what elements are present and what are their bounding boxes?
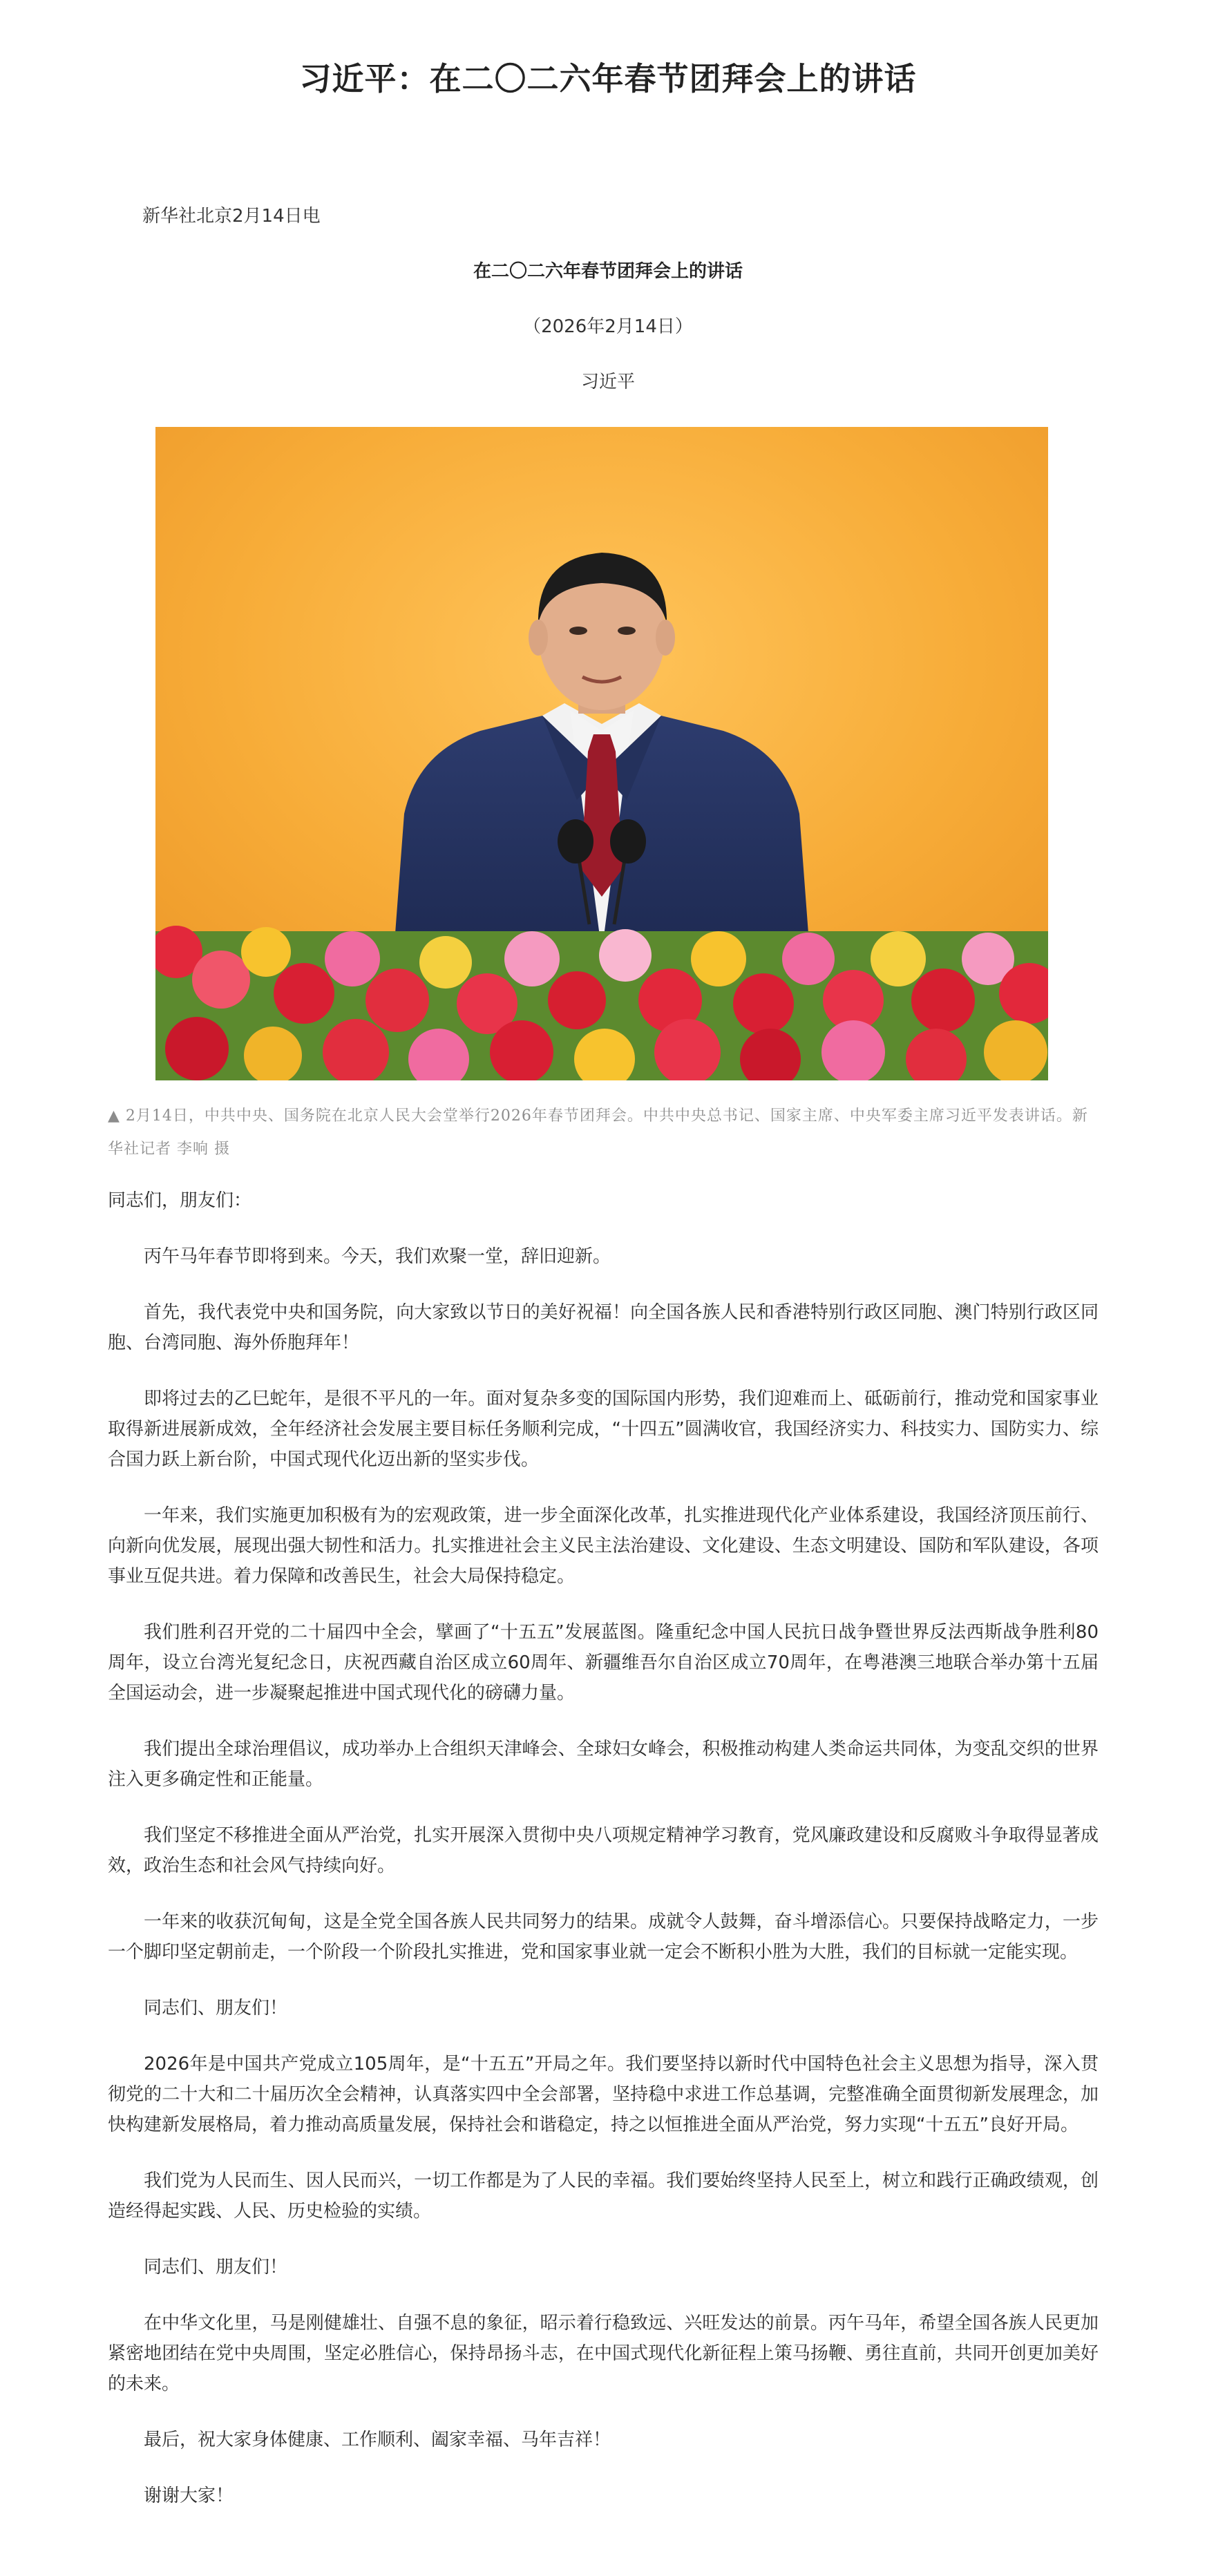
paragraph: 我们党为人民而生、因人民而兴，一切工作都是为了人民的幸福。我们要始终坚持人民至上，树立和践行正确政绩观，创造经得起实践、人民、历史检验的实绩。 [108, 2170, 1099, 2222]
news-photo [155, 427, 1048, 1080]
speaker-name: 习近平 [580, 372, 635, 392]
article-body [108, 1185, 1099, 2537]
speech-date: （2026年2月14日） [523, 316, 693, 337]
dateline: 新华社北京2月14日电 [142, 206, 321, 227]
page-title: 习近平：在二〇二六年春节团拜会上的讲话 [299, 60, 917, 97]
paragraph: 在中华文化里，马是刚健雄壮、自强不息的象征，昭示着行稳致远、兴旺发达的前景。丙午马年，希望全国各族人民更加紧密地团结在党中央周围，坚定必胜信心，保持昂扬斗志，在中国式现代化新征程上策马扬鞭、勇往直前，共同开创更加美好的未来。 [108, 2313, 1099, 2394]
speech-title: 在二〇二六年春节团拜会上的讲话 [473, 261, 743, 282]
paragraph: 同志们，朋友们： [108, 1190, 252, 1211]
paragraph: 首先，我代表党中央和国务院，向大家致以节日的美好祝福！向全国各族人民和香港特别行政区同胞、澳门特别行政区同胞、台湾同胞、海外侨胞拜年！ [108, 1302, 1099, 1353]
paragraph: 即将过去的乙巳蛇年，是很不平凡的一年。面对复杂多变的国际国内形势，我们迎难而上、砥砺前行，推动党和国家事业取得新进展新成效，全年经济社会发展主要目标任务顺利完成，“十四五”圆满收官，我国经济实力、科技实力、国防实力、综合国力跃上新台阶，中国式现代化迈出新的坚实步伐。 [108, 1389, 1099, 1470]
paragraph: 2026年是中国共产党成立105周年，是“十五五”开局之年。我们要坚持以新时代中国特色社会主义思想为指导，深入贯彻党的二十大和二十届历次全会精神，认真落实四中全会部署，坚持稳中求进工作总基调，完整准确全面贯彻新发展理念，加快构建新发展格局，着力推动高质量发展，保持社会和谐稳定，持之以恒推进全面从严治党，努力实现“十五五”良好开局。 [108, 2054, 1099, 2135]
paragraph: 同志们、朋友们！ [144, 2257, 288, 2278]
paragraph: 同志们、朋友们！ [144, 1998, 288, 2019]
photo-caption: ▲ 2月14日，中共中央、国务院在北京人民大会堂举行2026年春节团拜会。中共中央总书记、国家主席、中央军委主席习近平发表讲话。新华社记者 李响 摄 [108, 1107, 1088, 1158]
paragraph: 我们坚定不移推进全面从严治党，扎实开展深入贯彻中央八项规定精神学习教育，党风廉政建设和反腐败斗争取得显著成效，政治生态和社会风气持续向好。 [108, 1825, 1099, 1876]
paragraph: 一年来，我们实施更加积极有为的宏观政策，进一步全面深化改革，扎实推进现代化产业体系建设，我国经济顶压前行、向新向优发展，展现出强大韧性和活力。扎实推进社会主义民主法治建设、文化建设、生态文明建设、国防和军队建设，各项事业互促共进。着力保障和改善民生，社会大局保持稳定。 [108, 1505, 1099, 1587]
speaker-at-podium-illustration [155, 427, 1048, 1080]
paragraph: 丙午马年春节即将到来。今天，我们欢聚一堂，辞旧迎新。 [144, 1246, 611, 1267]
paragraph: 我们提出全球治理倡议，成功举办上合组织天津峰会、全球妇女峰会，积极推动构建人类命运共同体，为变乱交织的世界注入更多确定性和正能量。 [108, 1739, 1099, 1790]
paragraph: 谢谢大家！ [144, 2486, 234, 2506]
paragraph: 一年来的收获沉甸甸，这是全党全国各族人民共同努力的结果。成就令人鼓舞，奋斗增添信心。只要保持战略定力，一步一个脚印坚定朝前走，一个阶段一个阶段扎实推进，党和国家事业就一定会不断积小胜为大胜，我们的目标就一定能实现。 [108, 1911, 1099, 1963]
paragraph: 最后，祝大家身体健康、工作顺利、阖家幸福、马年吉祥！ [144, 2430, 611, 2450]
paragraph: 我们胜利召开党的二十届四中全会，擘画了“十五五”发展蓝图。隆重纪念中国人民抗日战争暨世界反法西斯战争胜利80周年，设立台湾光复纪念日，庆祝西藏自治区成立60周年、新疆维吾尔自治区成立70周年，在粤港澳三地联合举办第十五届全国运动会，进一步凝聚起推进中国式现代化的磅礴力量。 [108, 1622, 1099, 1704]
